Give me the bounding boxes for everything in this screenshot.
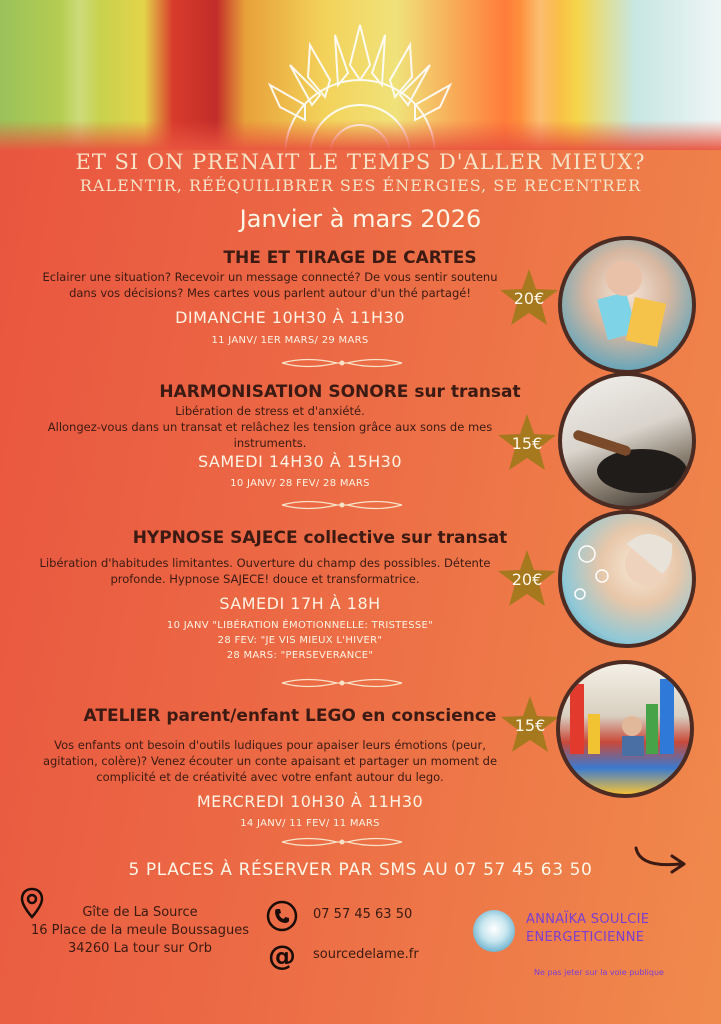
footer-note: Ne pas jeter sur la voie publique — [534, 968, 664, 977]
description-line: Libération d'habitudes limitantes. Ouverture du champ des possibles. Détente — [39, 556, 491, 570]
headline-question: ET SI ON PRENAIT LE TEMPS D'ALLER MIEUX? — [75, 150, 646, 174]
brand-name — [526, 911, 649, 947]
website-link[interactable]: sourcedelame.fr — [313, 947, 419, 962]
event-title: THE ET TIRAGE DE CARTES — [223, 248, 477, 268]
ornament-divider — [277, 676, 407, 690]
brand-logo — [473, 910, 515, 952]
brand-line: ENERGETICIENNE — [526, 930, 645, 945]
date-line: 11 JANV/ 1ER MARS/ 29 MARS — [211, 335, 369, 346]
price-label: 20€ — [511, 569, 543, 589]
date-line: 10 JANV "LIBÉRATION ÉMOTIONNELLE: TRISTESSE" — [166, 620, 434, 631]
event-photo-bubbles — [558, 510, 696, 648]
description-line: agitation, colère)? Venez écouter un conte apaisant et partager un moment de — [42, 754, 498, 768]
description-line: dans vos décisions? Mes cartes vous parlent autour d'un thé partagé! — [69, 286, 471, 300]
event-photo-cards — [558, 236, 696, 374]
price-star — [498, 694, 562, 756]
photo-fade — [0, 120, 721, 150]
event-dates — [140, 333, 440, 348]
reservation-line: 5 PLACES À RÉSERVER PAR SMS AU 07 57 45 63 50 — [128, 860, 593, 880]
event-title: ATELIER parent/enfant LEGO en conscience — [83, 706, 497, 726]
svg-text:@: @ — [268, 940, 296, 972]
event-dates — [150, 476, 450, 491]
event-schedule: SAMEDI 17H À 18H — [219, 594, 381, 613]
event-description — [15, 555, 515, 587]
description-line: instruments. — [233, 436, 307, 450]
event-description — [20, 737, 520, 785]
description-line: Vos enfants ont besoin d'outils ludiques pour apaiser leurs émotions (peur, — [54, 738, 486, 752]
brand-line: ANNAÏKA SOULCIE — [526, 912, 650, 927]
description-line: profonde. Hypnose SAJECE! douce et transformatrice. — [110, 572, 420, 586]
at-icon — [266, 940, 298, 972]
date-line: 10 JANV/ 28 FEV/ 28 MARS — [230, 478, 370, 489]
date-line: 14 JANV/ 11 FEV/ 11 MARS — [240, 818, 380, 829]
price-label: 15€ — [514, 715, 546, 735]
curved-arrow-icon — [632, 842, 692, 874]
event-schedule: DIMANCHE 10H30 À 11H30 — [175, 308, 405, 327]
event-dates — [110, 618, 490, 663]
address-line: 16 Place de la meule Boussagues — [31, 923, 249, 938]
price-star — [497, 267, 561, 329]
address-line: Gîte de La Source — [82, 905, 198, 920]
headline-subtitle: RALENTIR, RÉÉQUILIBRER SES ÉNERGIES, SE RECENTRER — [79, 176, 642, 195]
description-line: Allongez-vous dans un transat et relâchez les tension grâce aux sons de mes — [47, 420, 493, 434]
description-line: complicité et de créativité avec votre enfant autour du lego. — [96, 770, 444, 784]
event-description — [20, 269, 520, 301]
header-photo — [0, 0, 721, 150]
ornament-divider — [277, 835, 407, 849]
event-photo-bowl — [558, 372, 696, 510]
period-title: Janvier à mars 2026 — [239, 205, 482, 233]
event-schedule: SAMEDI 14H30 À 15H30 — [197, 452, 403, 471]
ornament-divider — [277, 356, 407, 370]
address-line: 34260 La tour sur Orb — [68, 941, 212, 956]
phone-icon — [266, 900, 298, 932]
event-title: HARMONISATION SONORE sur transat — [159, 382, 521, 402]
event-description — [30, 403, 510, 451]
ornament-divider — [277, 498, 407, 512]
phone-number: 07 57 45 63 50 — [313, 907, 413, 922]
price-star — [495, 548, 559, 610]
event-photo-lego — [556, 660, 694, 798]
price-label: 20€ — [513, 288, 545, 308]
event-schedule: MERCREDI 10H30 À 11H30 — [196, 792, 424, 811]
price-label: 15€ — [511, 433, 543, 453]
date-line: 28 FEV: "JE VIS MIEUX L'HIVER" — [217, 635, 383, 646]
event-title: HYPNOSE SAJECE collective sur transat — [132, 528, 508, 548]
event-dates — [160, 816, 460, 831]
address-block — [20, 904, 260, 958]
price-star — [495, 412, 559, 474]
description-line: Eclairer une situation? Recevoir un message connecté? De vous sentir soutenu — [42, 270, 498, 284]
date-line: 28 MARS: "PERSEVERANCE" — [226, 650, 374, 661]
description-line: Libération de stress et d'anxiété. — [175, 404, 365, 418]
